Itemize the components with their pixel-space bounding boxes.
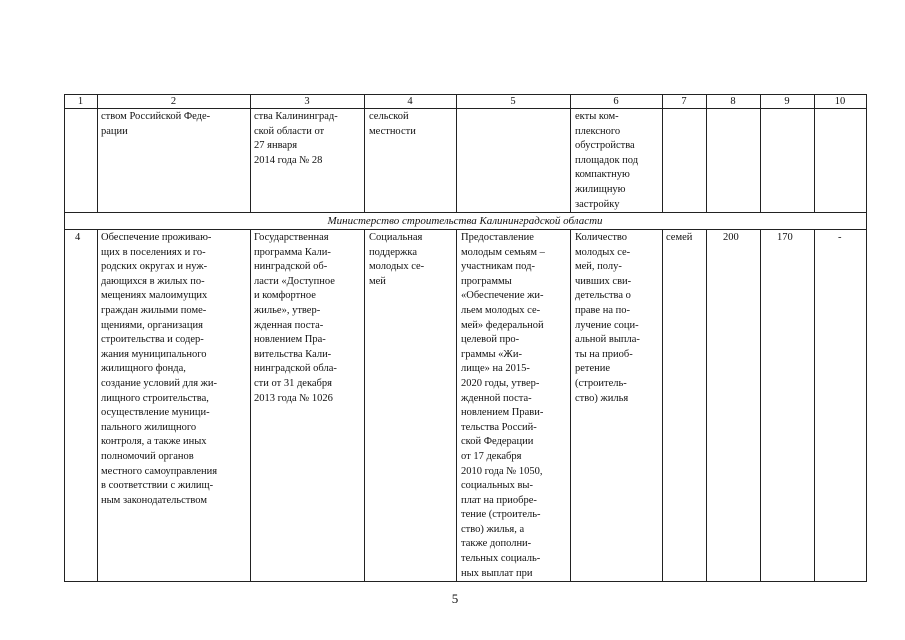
header-cell-3: 3 [304, 96, 310, 107]
header-cell-7: 7 [681, 96, 687, 107]
col-border-1 [97, 94, 98, 213]
col-border-6-lower [662, 229, 663, 582]
section-bottom-border [64, 229, 867, 230]
col-border-8-lower [760, 229, 761, 582]
row4-cell-col4: Социальная поддержка молодых се- мей [369, 232, 425, 287]
row4-cell-col8: 200 [723, 232, 739, 243]
section-title: Министерство строительства Калининградской области [327, 215, 603, 227]
continuation-cell-col3: ства Калининград- ской области от 27 января 2014 года № 28 [254, 111, 338, 166]
header-cell-2: 2 [170, 96, 177, 107]
col-border-left [64, 94, 65, 582]
col-border-9 [814, 94, 815, 213]
col-border-right [866, 94, 867, 582]
header-cell-4: 4 [407, 96, 413, 107]
col-border-8 [760, 94, 761, 213]
row4-cell-col6: Количество молодых се- мей, полу- чивших сви- детельства о праве на по- лучение соци- альной выпла- ты на приоб- ретение (строитель- ство) жилья [575, 232, 640, 404]
header-cell-10: 10 [834, 96, 846, 107]
col-border-4 [456, 94, 457, 213]
continuation-cell-col2: ством Российской Феде- рации [101, 111, 211, 137]
row4-number: 4 [75, 232, 81, 243]
header-cell-1: 1 [77, 96, 84, 107]
continuation-cell-col4: сельской местности [369, 111, 416, 137]
col-border-4-lower [456, 229, 457, 582]
row4-cell-col9: 170 [777, 232, 793, 243]
col-border-6 [662, 94, 663, 213]
row4-cell-col7: семей [666, 232, 693, 243]
page-number: 5 [451, 591, 459, 606]
col-border-1-lower [97, 229, 98, 582]
row4-cell-col10: - [838, 232, 842, 243]
col-border-2 [250, 94, 251, 213]
row4-cell-col3: Государственная программа Кали- нинградской об- ласти «Доступное и комфортное жилье», утвер- жденная поста- новлением Пра- вительства Кали- нинградской обла- сти от 31 декабря 2013 года № 1026 [254, 232, 337, 404]
header-cell-9: 9 [784, 96, 790, 107]
col-border-9-lower [814, 229, 815, 582]
header-cell-6: 6 [613, 96, 619, 107]
header-cell-8: 8 [730, 96, 736, 107]
continuation-cell-col6: екты ком- плексного обустройства площадок под компактную жилищную застройку [575, 111, 639, 210]
header-cell-5: 5 [510, 96, 516, 107]
col-border-2-lower [250, 229, 251, 582]
row4-cell-col2: Обеспечение проживаю- щих в поселениях и го- родских округах и нуж- дающихся в жилых по- мещениях малоимущих граждан жилыми поме- щениями, организация строительства и содер- жания муниципального жилищного фонда, создание условий для жи- лищного строительства, осуществление муници- пального жилищного контроля, а также иных полномочий органов местного самоуправления в соответствии с жилищ- ным законодательством [101, 232, 218, 506]
col-border-7-lower [706, 229, 707, 582]
row4-cell-col5: Предоставление молодым семьям – участникам под- программы «Обеспечение жи- льем молодых се- мей» федеральной целевой про- граммы «Жи- лище» на 2015- 2020 годы, утвер- жденной поста- новлением Прави- тельства Россий- ской Федерации от 17 декабря 2010 года № 1050, социальных вы- плат на приобре- тение (строитель- ство) жилья, а также дополни- тельных социаль- ных выплат при [461, 232, 545, 579]
col-border-3-lower [364, 229, 365, 582]
col-border-5 [570, 94, 571, 213]
col-border-5-lower [570, 229, 571, 582]
col-border-3 [364, 94, 365, 213]
section-top-border [64, 212, 867, 213]
col-border-7 [706, 94, 707, 213]
